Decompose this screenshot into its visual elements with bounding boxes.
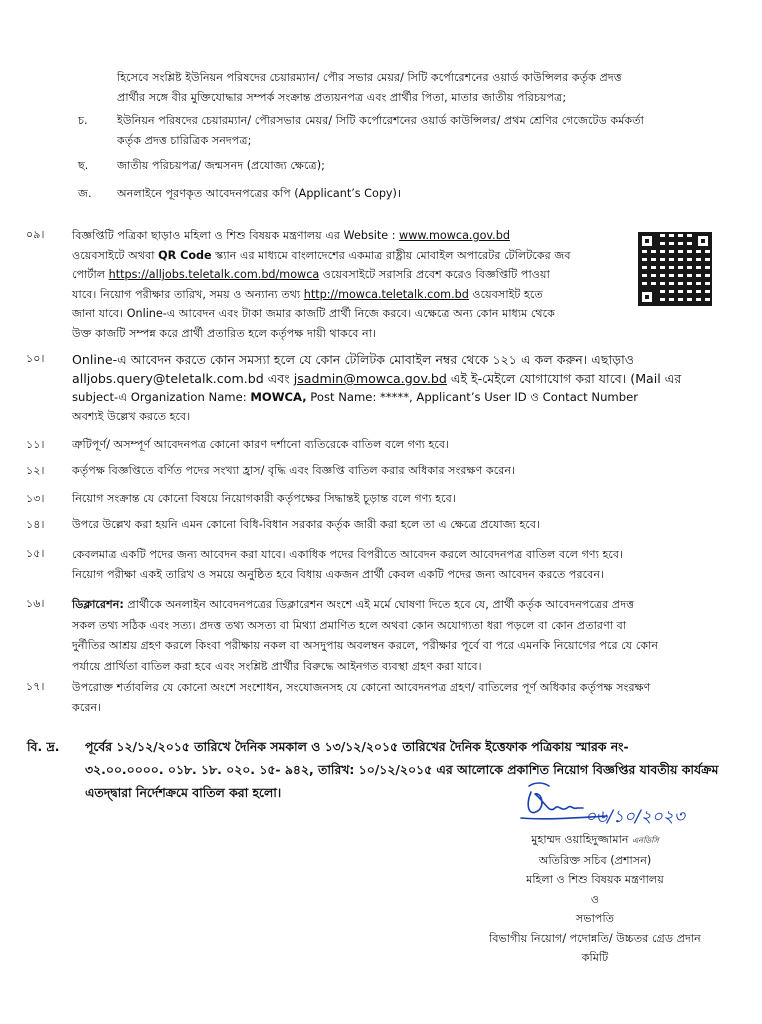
job-portal-link[interactable]: https://alljobs.teletalk.com.bd/mowca	[108, 268, 320, 282]
sub-item-line: অনলাইনে পূরণকৃত আবেদনপত্রের কপি (Applicant’s Copy)।	[117, 187, 402, 200]
note-line: পূর্বের ১২/১২/২০১৫ তারিখে দৈনিক সমকাল ও ১৩/১২/২০১৫ তারিখের দৈনিক ইত্তেফাক পত্রিকায় স্মারক নং-	[85, 739, 629, 754]
signatory-conjunction: ও	[590, 892, 600, 906]
item-number: ১১।	[26, 438, 45, 451]
item-number: ১৬।	[26, 597, 45, 610]
teletalk-link[interactable]: http://mowca.teletalk.com.bd	[303, 287, 469, 301]
signature-date: ০৬/১০/২০২৩	[585, 807, 685, 827]
item-number: ১৪।	[26, 518, 45, 531]
signatory-committee-end: কমিটি	[581, 951, 609, 964]
signatory-ministry: মহিলা ও শিশু বিষয়ক মন্ত্রণালয়	[526, 873, 664, 886]
qr-finder-icon	[638, 288, 656, 306]
item-text: কেবলমাত্র একটি পদের জন্য আবেদন করা যাবে। একাধিক পদের বিপরীতে আবেদন করলে আবেদনপত্র বাতিল বলে গণ্য হবে।	[72, 548, 624, 561]
email-link[interactable]: jsadmin@mowca.gov.bd	[293, 371, 447, 386]
signatory-designation: অতিরিক্ত সচিব (প্রশাসন)	[538, 853, 652, 867]
organization-name: MOWCA,	[250, 390, 307, 404]
item-text: নিয়োগ পরীক্ষা একই তারিখ ও সময়ে অনুষ্ঠিত হবে বিধায় একজন প্রার্থী কেবল একটি পদের জন্য আবেদন করতে পরবেন।	[72, 568, 605, 581]
item-text: সকল তথ্য সঠিক এবং সত্য। প্রদত্ত তথ্য অসত্য বা মিথ্যা প্রমাণিত হলে অথবা কোন অযোগ্যতা ধরা পড়লে বা কোন প্রতারণা বা	[72, 618, 627, 632]
continuation-line: হিসেবে সংশ্লিষ্ট ইউনিয়ন পরিষদের চেয়ারম্যান/ পৌর সভার মেয়র/ সিটি কর্পোরেশনের ওয়ার্ড কাউন্সিলর কর্তৃক প্রদত্ত	[117, 71, 622, 84]
sub-item-label: জ.	[78, 187, 92, 200]
item-text: ত্রুটিপূর্ণ/ অসম্পূর্ণ আবেদনপত্র কোনো কারণ দর্শানো ব্যতিরেকে বাতিল বলে গণ্য হবে।	[72, 438, 450, 451]
signatory-tag: এনডিসি	[632, 836, 659, 845]
item-text: Online-এ আবেদন করতে কোন সমস্যা হলে যে কোন টেলিটক মোবাইল নম্বর থেকে ১২১ এ কল করুন। এছাড়াও	[72, 352, 635, 367]
item-text: প্রার্থীকে অনলাইন আবেদনপত্রের ডিক্লারেশন অংশে এই মর্মে ঘোষণা দিতে হবে যে, প্রার্থী কর্তৃক আবেদনপত্রের প্রদত্ত	[123, 598, 635, 611]
note-label: বি. দ্র.	[27, 739, 60, 754]
item-text: উপরোক্ত শর্তাবলির যে কোনো অংশে সংশোধন, সংযোজনসহ যে কোনো আবেদনপত্র গ্রহণ/ বাতিলের পূর্ণ অধিকার কর্তৃপক্ষ সংরক্ষণ	[72, 681, 651, 694]
item-text: বিজ্ঞপ্তিটি পত্রিকা ছাড়াও মহিলা ও শিশু বিষয়ক মন্ত্রণালয় এর Website :	[72, 229, 400, 242]
continuation-line: প্রার্থীর সঙ্গে বীর মুক্তিযোদ্ধার সম্পর্ক সংক্রান্ত প্রত্যয়নপত্র এবং প্রার্থীর পিতা, মাতার জাতীয় পরিচয়পত্র;	[117, 91, 567, 104]
sub-item-line: ইউনিয়ন পরিষদের চেয়ারম্যান/ পৌরসভার মেয়র/ সিটি কর্পোরেশনের ওয়ার্ড কাউন্সিলর/ প্রথম শ্রেণির গেজেটেড কর্মকর্তা	[117, 114, 644, 127]
qr-code-icon[interactable]	[638, 232, 712, 306]
signatory-committee: বিভাগীয় নিয়োগ/ পদোন্নতি/ উচ্চতর গ্রেড প্রদান	[489, 931, 701, 945]
sub-item-line: জাতীয় পরিচয়পত্র/ জন্মসনদ (প্রযোজ্য ক্ষেত্রে);	[117, 159, 325, 172]
item-text: পর্যায়ে প্রার্থিতা বাতিল করা হবে এবং সংশ্লিষ্ট প্রার্থীর বিরুদ্ধে আইনগত ব্যবস্থা গ্রহণ করা যাবে।	[72, 659, 482, 673]
item-text: ওয়েবসাইটে অথবা	[72, 248, 159, 262]
item-text: উক্ত কাজটি সম্পন্ন করে প্রার্থী প্রতারিত হলে কর্তৃপক্ষ দায়ী থাকবে না।	[72, 326, 376, 340]
declaration-label: ডিক্লারেশন:	[72, 598, 124, 611]
item-text: এই ই-মেইলে যোগাযোগ করা যাবে। (Mail এর	[446, 371, 682, 386]
item-number: ১৫।	[26, 547, 45, 560]
item-text: জানা যাবে। Online-এ আবেদন এবং টাকা জমার কাজটি প্রার্থী নিজে করবে। এক্ষেত্রে অন্য কোন মাধ্যম থেকে	[72, 307, 555, 321]
item-text: পোর্টাল	[72, 268, 109, 282]
item-text: নিয়োগ সংক্রান্ত যে কোনো বিষয়ে নিয়োগকারী কর্তৃপক্ষের সিদ্ধান্তই চূড়ান্ত বলে গণ্য হবে।	[72, 492, 456, 505]
item-number: ১০।	[26, 352, 45, 365]
signature-block	[460, 830, 730, 968]
signatory-role: সভাপতি	[575, 912, 615, 925]
item-text: subject-এ Organization Name:	[72, 390, 251, 404]
item-text: উপরে উল্লেখ করা হয়নি এমন কোনো বিধি-বিধান সরকার কর্তৃক জারী করা হলে তা এ ক্ষেত্রে প্রযোজ্য হবে।	[72, 518, 541, 531]
qr-finder-icon	[694, 232, 712, 250]
item-text: অবশ্যই উল্লেখ করতে হবে।	[72, 410, 191, 423]
continuation-text	[117, 68, 717, 108]
note-line: ৩২.০০.০০০০. ০১৮. ১৮. ০২০. ১৫- ৯৪২, তারিখ: ১০/১২/২০১৫ এর আলোকে প্রকাশিত নিয়োগ বিজ্ঞপ্তির যাবতীয় কার্যক্রম	[85, 762, 719, 777]
signatory-name: মুহাম্মদ ওয়াহিদুজ্জামান	[531, 833, 629, 846]
item-text: ওয়েবসাইটে সরাসরি প্রবেশ করেও বিজ্ঞপ্তিটি পাওয়া	[319, 268, 550, 282]
item-number: ১৩।	[26, 492, 45, 505]
item-text: দুর্নীতির আশ্রয় গ্রহণ করলে কিংবা পরীক্ষায় নকল বা অসদুপায় অবলম্বন করলে, পরীক্ষার পূর্বে বা পরে এমনকি নিয়োগের পরে যে কোন	[72, 639, 658, 652]
item-text: করেন।	[72, 701, 102, 714]
item-text: alljobs.query@teletalk.com.bd এবং	[72, 371, 294, 386]
qr-code-label: QR Code	[158, 248, 212, 262]
item-text: স্ক্যান এর মাধ্যমে বাংলাদেশের একমাত্র রাষ্ট্রীয় মোবাইল অপারেটর টেলিটকের জব	[211, 248, 571, 262]
qr-finder-icon	[638, 232, 656, 250]
item-text: ওয়েবসাইট হতে	[468, 287, 543, 301]
item-text: যাবে। নিয়োগ পরীক্ষার তারিখ, সময় ও অন্যান্য তথ্য	[72, 287, 304, 301]
website-link[interactable]: www.mowca.gov.bd	[399, 229, 510, 242]
sub-item-line: কর্তৃক প্রদত্ত চারিত্রিক সনদপত্র;	[117, 134, 252, 147]
note-line: এতদ্দ্বারা নির্দেশক্রমে বাতিল করা হলো।	[85, 785, 282, 800]
item-number: ০৯।	[26, 228, 45, 241]
sub-item-label: চ.	[78, 114, 88, 127]
item-number: ১২।	[26, 464, 45, 477]
item-number: ১৭।	[26, 680, 45, 693]
item-text: Post Name: *****, Applicant’s User ID ও Contact Number	[306, 390, 638, 404]
item-text: কর্তৃপক্ষ বিজ্ঞপ্তিতে বর্ণিত পদের সংখ্যা হ্রাস/ বৃদ্ধি এবং বিজ্ঞপ্তি বাতিল করার অধিকার সংরক্ষণ করেন।	[72, 464, 516, 477]
sub-item-label: ছ.	[78, 159, 89, 172]
